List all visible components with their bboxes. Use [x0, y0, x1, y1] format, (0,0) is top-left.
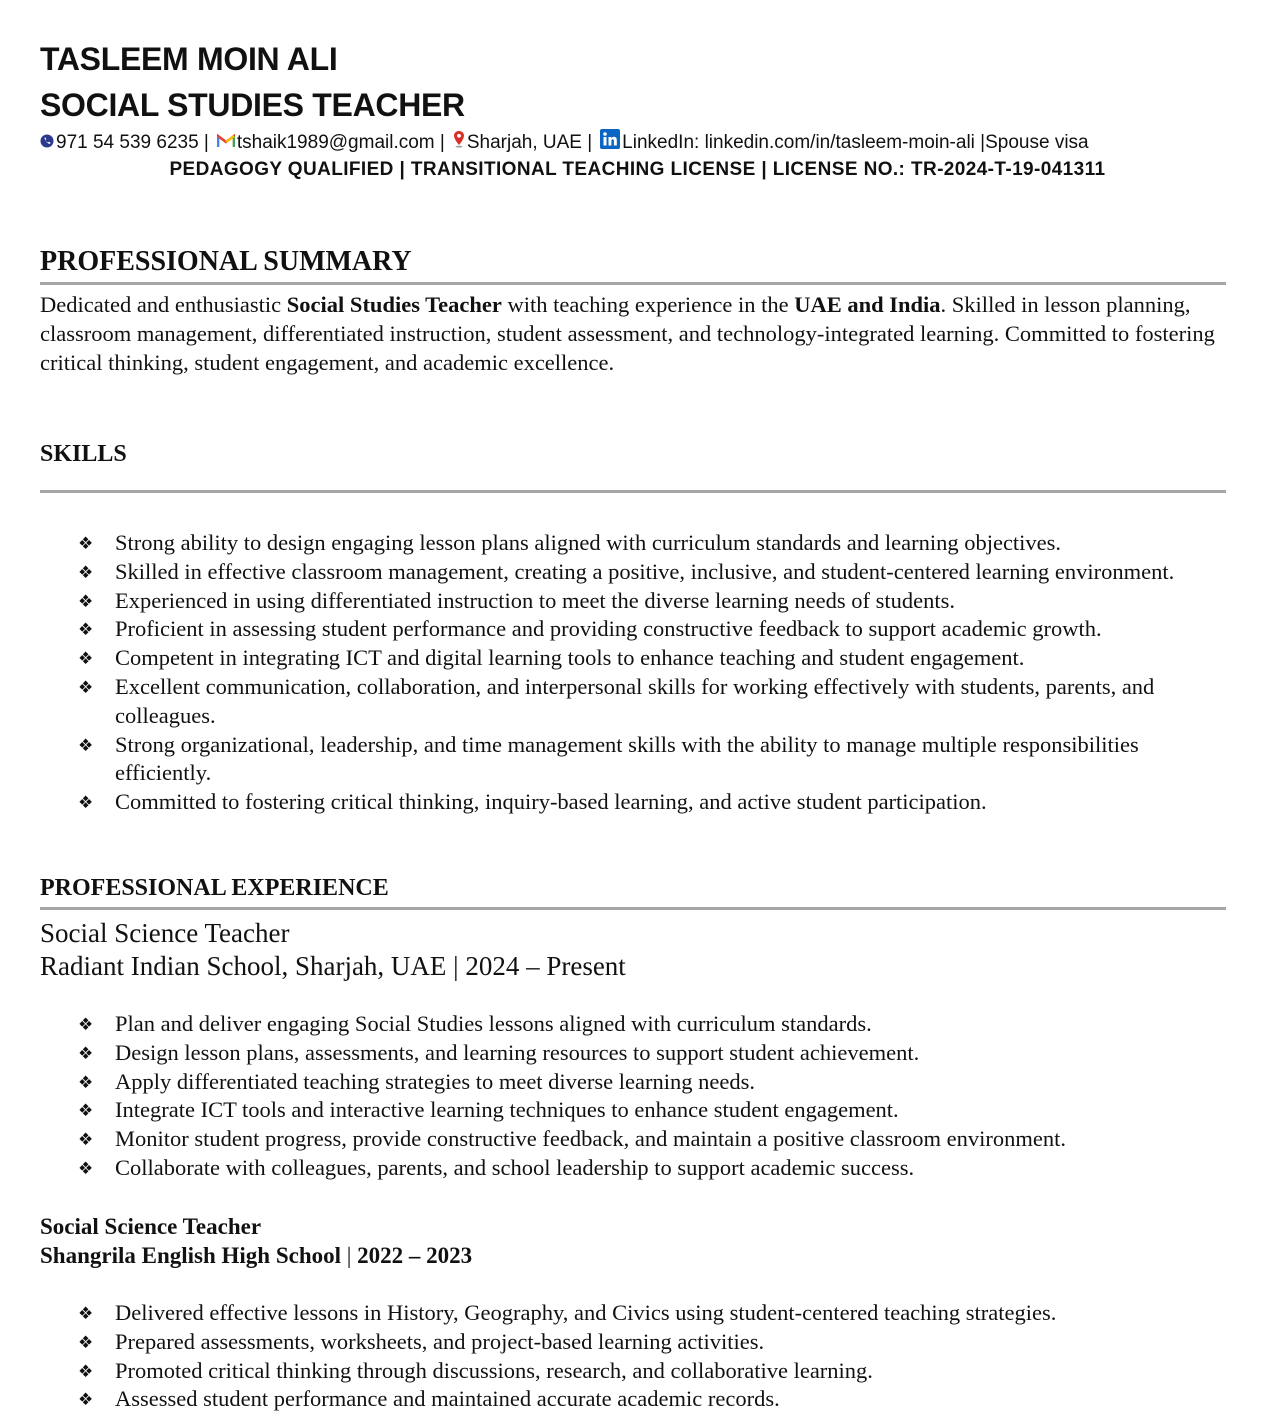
summary-role: Social Studies Teacher: [286, 292, 502, 317]
list-item: ❖ Strong ability to design engaging lesson plans aligned with curriculum standards and learning objectives.: [0, 529, 1215, 558]
job-2-org: Shangrila English High School | 2022 – 2023: [40, 1243, 473, 1268]
linkedin-icon: [600, 129, 620, 157]
bullet-icon: ❖: [78, 1390, 94, 1410]
skills-heading: SKILLS: [40, 441, 127, 467]
list-item: ❖ Promoted critical thinking through discussions, research, and collaborative learning.: [0, 1357, 1215, 1386]
list-item: ❖ Skilled in effective classroom management, creating a positive, inclusive, and student-centered learning environment.: [0, 558, 1215, 587]
summary-text: Dedicated and enthusiastic Social Studies Teacher with teaching experience in the UAE and India. Skilled in lesson planning, classroom management, differentiated instruction, student assessment, and technology-integrated learning. Committed to fostering critical thinking, student engagement, and academic excellence.: [40, 292, 1215, 375]
experience-divider: [40, 907, 1226, 910]
bullet-icon: ❖: [78, 677, 94, 697]
list-item: ❖ Integrate ICT tools and interactive learning techniques to enhance student engagement.: [0, 1096, 1215, 1125]
bullet-icon: ❖: [78, 1361, 94, 1381]
candidate-name: TASLEEM MOIN ALI: [40, 41, 338, 77]
list-item: ❖ Collaborate with colleagues, parents, and school leadership to support academic success.: [0, 1154, 1215, 1183]
list-item: ❖ Experienced in using differentiated instruction to meet the diverse learning needs of students.: [0, 587, 1215, 616]
bullet-icon: ❖: [78, 793, 94, 813]
list-item: ❖ Prepared assessments, worksheets, and project-based learning activities.: [0, 1328, 1215, 1357]
bullet-icon: ❖: [78, 1072, 94, 1092]
list-item: ❖ Committed to fostering critical thinking, inquiry-based learning, and active student participation.: [0, 788, 1215, 817]
job-1-duties: [0, 1010, 1215, 1183]
job-2-duties: [0, 1299, 1215, 1414]
phone-number[interactable]: 971 54 539 6235 |: [56, 132, 209, 154]
bullet-icon: ❖: [78, 649, 94, 669]
email-address[interactable]: tshaik1989@gmail.com |: [236, 132, 445, 154]
skills-list: [0, 529, 1215, 817]
summary-divider: [40, 282, 1226, 285]
job-2-dates: 2022 – 2023: [357, 1243, 473, 1268]
bullet-icon: ❖: [78, 562, 94, 582]
list-item: ❖ Proficient in assessing student performance and providing constructive feedback to support academic growth.: [0, 615, 1215, 644]
location: Sharjah, UAE |: [466, 132, 593, 154]
bullet-icon: ❖: [78, 735, 94, 755]
job-1-role: Social Science Teacher: [40, 918, 290, 948]
skills-divider: [40, 490, 1226, 493]
summary-regions: UAE and India: [794, 292, 941, 317]
gmail-icon: [217, 130, 235, 156]
list-item: ❖ Assessed student performance and maintained accurate academic records.: [0, 1385, 1215, 1414]
list-item: ❖ Monitor student progress, provide constructive feedback, and maintain a positive classroom environment.: [0, 1125, 1215, 1154]
bullet-icon: ❖: [78, 620, 94, 640]
bullet-icon: ❖: [78, 1158, 94, 1178]
bullet-icon: ❖: [78, 1043, 94, 1063]
contact-line: [40, 129, 1230, 157]
job-2-school: Shangrila English High School: [40, 1243, 342, 1268]
location-pin-icon: [453, 130, 465, 156]
job-1-org: Radiant Indian School, Sharjah, UAE | 2024 – Present: [40, 951, 626, 981]
bullet-icon: ❖: [78, 1304, 94, 1323]
credentials-line: PEDAGOGY QUALIFIED | TRANSITIONAL TEACHING LICENSE | LICENSE NO.: TR-2024-T-19-041311: [169, 159, 1106, 180]
list-item: ❖ Competent in integrating ICT and digital learning tools to enhance teaching and student engagement.: [0, 644, 1215, 673]
list-item: ❖ Delivered effective lessons in History, Geography, and Civics using student-centered teaching strategies.: [0, 1299, 1215, 1328]
job-2-role: Social Science Teacher: [40, 1214, 262, 1239]
bullet-icon: ❖: [78, 1015, 94, 1034]
candidate-title: SOCIAL STUDIES TEACHER: [40, 87, 465, 123]
bullet-icon: ❖: [78, 534, 94, 553]
list-item: ❖ Design lesson plans, assessments, and learning resources to support student achievement.: [0, 1039, 1215, 1068]
bullet-icon: ❖: [78, 1332, 94, 1352]
bullet-icon: ❖: [78, 591, 94, 611]
bullet-icon: ❖: [78, 1101, 94, 1121]
list-item: ❖ Strong organizational, leadership, and time management skills with the ability to manage multiple responsibilities efficiently.: [78, 731, 1139, 786]
bullet-icon: ❖: [78, 1130, 94, 1150]
summary-heading: PROFESSIONAL SUMMARY: [40, 246, 412, 277]
linkedin-and-visa[interactable]: LinkedIn: linkedin.com/in/tasleem-moin-ali |Spouse visa: [622, 132, 1089, 154]
list-item: ❖ Excellent communication, collaboration, and interpersonal skills for working effectively with students, parents, and colleagues.: [78, 673, 1155, 728]
list-item: ❖ Plan and deliver engaging Social Studies lessons aligned with curriculum standards.: [0, 1010, 1215, 1039]
phone-icon: [40, 130, 54, 156]
list-item: ❖ Apply differentiated teaching strategies to meet diverse learning needs.: [0, 1068, 1215, 1097]
experience-heading: PROFESSIONAL EXPERIENCE: [40, 875, 389, 901]
